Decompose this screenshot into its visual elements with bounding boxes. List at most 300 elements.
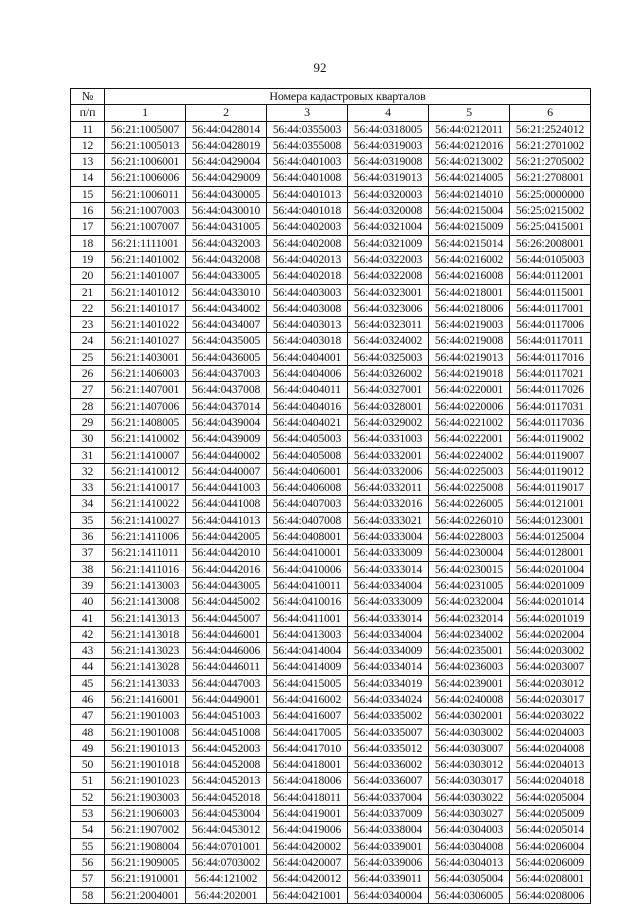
cadastral-number-cell: 56:44:0335007 — [348, 724, 429, 740]
table-row — [71, 626, 591, 642]
cadastral-number-cell: 56:44:0304013 — [429, 854, 510, 870]
cadastral-number-cell: 56:44:0355003 — [267, 121, 348, 137]
row-number-cell: 36 — [71, 529, 105, 545]
column-header: 2 — [186, 105, 267, 121]
cadastral-number-cell: 56:21:1413018 — [105, 626, 186, 642]
table-body — [71, 121, 591, 903]
row-number-cell: 11 — [71, 121, 105, 137]
cadastral-number-cell: 56:44:0451008 — [186, 724, 267, 740]
cadastral-number-cell: 56:44:0303007 — [429, 740, 510, 756]
table-row — [71, 887, 591, 903]
cadastral-number-cell: 56:44:0337009 — [348, 806, 429, 822]
cadastral-number-cell: 56:44:0201014 — [510, 594, 591, 610]
cadastral-number-cell: 56:44:0117036 — [510, 414, 591, 430]
cadastral-number-cell: 56:44:0334004 — [348, 577, 429, 593]
cadastral-number-cell: 56:44:0332001 — [348, 447, 429, 463]
cadastral-number-cell: 56:21:1411016 — [105, 561, 186, 577]
cadastral-number-cell: 56:44:0117006 — [510, 317, 591, 333]
table-row — [71, 382, 591, 398]
cadastral-number-cell: 56:44:0240008 — [429, 691, 510, 707]
cadastral-number-cell: 56:44:0322003 — [348, 251, 429, 267]
cadastral-number-cell: 56:44:0204008 — [510, 740, 591, 756]
table-row — [71, 871, 591, 887]
cadastral-number-cell: 56:44:0121001 — [510, 496, 591, 512]
cadastral-number-cell: 56:44:0321009 — [348, 235, 429, 251]
cadastral-number-cell: 56:44:0406008 — [267, 480, 348, 496]
row-number-cell: 25 — [71, 349, 105, 365]
cadastral-number-cell: 56:21:1413008 — [105, 594, 186, 610]
cadastral-number-cell: 56:44:0452003 — [186, 740, 267, 756]
cadastral-number-cell: 56:44:0321004 — [348, 219, 429, 235]
cadastral-number-cell: 56:44:0437003 — [186, 366, 267, 382]
row-number-cell: 45 — [71, 675, 105, 691]
cadastral-number-cell: 56:44:0703002 — [186, 854, 267, 870]
cadastral-number-cell: 56:21:1401022 — [105, 317, 186, 333]
cadastral-number-cell: 56:44:0333021 — [348, 512, 429, 528]
cadastral-number-cell: 56:44:0445002 — [186, 594, 267, 610]
cadastral-number-cell: 56:44:0441008 — [186, 496, 267, 512]
cadastral-number-cell: 56:44:0447003 — [186, 675, 267, 691]
cadastral-number-cell: 56:44:0319008 — [348, 154, 429, 170]
cadastral-number-cell: 56:44:0204013 — [510, 757, 591, 773]
cadastral-number-cell: 56:44:0117031 — [510, 398, 591, 414]
row-number-cell: 31 — [71, 447, 105, 463]
cadastral-number-cell: 56:44:0302001 — [429, 708, 510, 724]
table-row — [71, 219, 591, 235]
row-number-cell: 56 — [71, 854, 105, 870]
cadastral-number-cell: 56:44:0306005 — [429, 887, 510, 903]
cadastral-number-cell: 56:44:0453004 — [186, 806, 267, 822]
cadastral-number-cell: 56:21:1909005 — [105, 854, 186, 870]
cadastral-number-cell: 56:44:0328001 — [348, 398, 429, 414]
table-row — [71, 773, 591, 789]
cadastral-number-cell: 56:44:0401018 — [267, 203, 348, 219]
table-row — [71, 170, 591, 186]
cadastral-number-cell: 56:44:0219008 — [429, 333, 510, 349]
cadastral-number-cell: 56:44:0333009 — [348, 545, 429, 561]
cadastral-number-cell: 56:21:1901013 — [105, 740, 186, 756]
cadastral-number-cell: 56:44:0401003 — [267, 154, 348, 170]
cadastral-number-cell: 56:44:0452013 — [186, 773, 267, 789]
cadastral-number-cell: 56:44:0419006 — [267, 822, 348, 838]
cadastral-quarters-table — [70, 88, 591, 904]
cadastral-number-cell: 56:44:0405008 — [267, 447, 348, 463]
cadastral-number-cell: 56:44:0331003 — [348, 431, 429, 447]
table-row — [71, 545, 591, 561]
cadastral-number-cell: 56:44:0117026 — [510, 382, 591, 398]
cadastral-number-cell: 56:44:0201009 — [510, 577, 591, 593]
cadastral-number-cell: 56:44:0336007 — [348, 773, 429, 789]
table-row — [71, 268, 591, 284]
cadastral-number-cell: 56:21:1901003 — [105, 708, 186, 724]
cadastral-number-cell: 56:44:0303027 — [429, 806, 510, 822]
cadastral-number-cell: 56:21:1411011 — [105, 545, 186, 561]
row-number-cell: 30 — [71, 431, 105, 447]
cadastral-number-cell: 56:44:0445007 — [186, 610, 267, 626]
table-row — [71, 529, 591, 545]
cadastral-number-cell: 56:44:0325003 — [348, 349, 429, 365]
cadastral-number-cell: 56:21:1006001 — [105, 154, 186, 170]
row-number-cell: 40 — [71, 594, 105, 610]
cadastral-number-cell: 56:44:0402008 — [267, 235, 348, 251]
cadastral-number-cell: 56:44:0407008 — [267, 512, 348, 528]
cadastral-number-cell: 56:44:0414004 — [267, 643, 348, 659]
cadastral-number-cell: 56:44:0305004 — [429, 871, 510, 887]
cadastral-number-cell: 56:44:0332006 — [348, 463, 429, 479]
cadastral-number-cell: 56:44:0410016 — [267, 594, 348, 610]
cadastral-number-cell: 56:44:0433005 — [186, 268, 267, 284]
table-row — [71, 740, 591, 756]
cadastral-number-cell: 56:21:1401027 — [105, 333, 186, 349]
cadastral-number-cell: 56:21:1901023 — [105, 773, 186, 789]
cadastral-number-cell: 56:44:0119007 — [510, 447, 591, 463]
cadastral-number-cell: 56:44:0304008 — [429, 838, 510, 854]
cadastral-number-cell: 56:44:0117011 — [510, 333, 591, 349]
table-row — [71, 594, 591, 610]
row-number-cell: 53 — [71, 806, 105, 822]
cadastral-number-cell: 56:44:0334014 — [348, 659, 429, 675]
cadastral-table-container — [70, 88, 591, 904]
cadastral-number-cell: 56:44:0201004 — [510, 561, 591, 577]
cadastral-number-cell: 56:21:1401017 — [105, 300, 186, 316]
cadastral-number-cell: 56:44:0410011 — [267, 577, 348, 593]
cadastral-number-cell: 56:44:0323011 — [348, 317, 429, 333]
cadastral-number-cell: 56:44:0451003 — [186, 708, 267, 724]
cadastral-number-cell: 56:44:0119017 — [510, 480, 591, 496]
cadastral-number-cell: 56:21:1908004 — [105, 838, 186, 854]
number-column-header-top: № — [71, 89, 105, 105]
row-number-cell: 14 — [71, 170, 105, 186]
cadastral-number-cell: 56:21:1403001 — [105, 349, 186, 365]
cadastral-number-cell: 56:44:0442010 — [186, 545, 267, 561]
cadastral-number-cell: 56:44:0319013 — [348, 170, 429, 186]
table-row — [71, 186, 591, 202]
row-number-cell: 13 — [71, 154, 105, 170]
row-number-cell: 16 — [71, 203, 105, 219]
cadastral-number-cell: 56:44:0326002 — [348, 366, 429, 382]
cadastral-number-cell: 56:44:0446006 — [186, 643, 267, 659]
cadastral-number-cell: 56:44:0434007 — [186, 317, 267, 333]
row-number-cell: 33 — [71, 480, 105, 496]
cadastral-number-cell: 56:44:0203007 — [510, 659, 591, 675]
cadastral-number-cell: 56:44:0220001 — [429, 382, 510, 398]
cadastral-number-cell: 56:44:0333014 — [348, 610, 429, 626]
cadastral-number-cell: 56:44:0439009 — [186, 431, 267, 447]
cadastral-number-cell: 56:21:2701002 — [510, 137, 591, 153]
cadastral-number-cell: 56:44:0112001 — [510, 268, 591, 284]
cadastral-number-cell: 56:44:202001 — [186, 887, 267, 903]
cadastral-number-cell: 56:25:0215002 — [510, 203, 591, 219]
cadastral-number-cell: 56:44:0335002 — [348, 708, 429, 724]
cadastral-number-cell: 56:21:1401012 — [105, 284, 186, 300]
column-header: 1 — [105, 105, 186, 121]
cadastral-number-cell: 56:44:0220006 — [429, 398, 510, 414]
cadastral-number-cell: 56:44:0323001 — [348, 284, 429, 300]
cadastral-number-cell: 56:44:0402003 — [267, 219, 348, 235]
table-row — [71, 806, 591, 822]
cadastral-number-cell: 56:44:0410001 — [267, 545, 348, 561]
cadastral-number-cell: 56:44:0452008 — [186, 757, 267, 773]
cadastral-number-cell: 56:21:1111001 — [105, 235, 186, 251]
cadastral-number-cell: 56:44:0420007 — [267, 854, 348, 870]
table-row — [71, 300, 591, 316]
cadastral-number-cell: 56:44:0235001 — [429, 643, 510, 659]
cadastral-number-cell: 56:44:0418006 — [267, 773, 348, 789]
cadastral-number-cell: 56:21:1416001 — [105, 691, 186, 707]
cadastral-number-cell: 56:44:0436005 — [186, 349, 267, 365]
cadastral-number-cell: 56:21:1410027 — [105, 512, 186, 528]
row-number-cell: 24 — [71, 333, 105, 349]
cadastral-number-cell: 56:44:0204003 — [510, 724, 591, 740]
cadastral-number-cell: 56:44:0117016 — [510, 349, 591, 365]
table-row — [71, 203, 591, 219]
cadastral-number-cell: 56:44:0119012 — [510, 463, 591, 479]
row-number-cell: 34 — [71, 496, 105, 512]
cadastral-number-cell: 56:44:0232014 — [429, 610, 510, 626]
cadastral-number-cell: 56:44:0212011 — [429, 121, 510, 137]
cadastral-number-cell: 56:44:0203012 — [510, 675, 591, 691]
cadastral-number-cell: 56:21:1411006 — [105, 529, 186, 545]
table-row — [71, 414, 591, 430]
column-header: 5 — [429, 105, 510, 121]
table-row — [71, 822, 591, 838]
cadastral-number-cell: 56:44:0231005 — [429, 577, 510, 593]
cadastral-number-cell: 56:44:0435005 — [186, 333, 267, 349]
cadastral-number-cell: 56:44:0701001 — [186, 838, 267, 854]
cadastral-number-cell: 56:21:1903003 — [105, 789, 186, 805]
cadastral-number-cell: 56:44:0117021 — [510, 366, 591, 382]
cadastral-number-cell: 56:44:0203022 — [510, 708, 591, 724]
cadastral-number-cell: 56:44:0439004 — [186, 414, 267, 430]
cadastral-number-cell: 56:44:0226010 — [429, 512, 510, 528]
row-number-cell: 35 — [71, 512, 105, 528]
row-number-cell: 43 — [71, 643, 105, 659]
cadastral-number-cell: 56:21:1410012 — [105, 463, 186, 479]
cadastral-number-cell: 56:44:0446001 — [186, 626, 267, 642]
cadastral-number-cell: 56:44:0320003 — [348, 186, 429, 202]
cadastral-number-cell: 56:44:0416007 — [267, 708, 348, 724]
cadastral-number-cell: 56:44:0413003 — [267, 626, 348, 642]
cadastral-number-cell: 56:44:0219018 — [429, 366, 510, 382]
row-number-cell: 21 — [71, 284, 105, 300]
cadastral-number-cell: 56:44:0332011 — [348, 480, 429, 496]
table-row — [71, 154, 591, 170]
cadastral-number-cell: 56:44:0339011 — [348, 871, 429, 887]
cadastral-number-cell: 56:44:0404011 — [267, 382, 348, 398]
table-row — [71, 480, 591, 496]
cadastral-number-cell: 56:44:0452018 — [186, 789, 267, 805]
cadastral-number-cell: 56:44:0206009 — [510, 854, 591, 870]
cadastral-number-cell: 56:44:0404021 — [267, 414, 348, 430]
cadastral-number-cell: 56:21:1413033 — [105, 675, 186, 691]
cadastral-number-cell: 56:21:1007003 — [105, 203, 186, 219]
row-number-cell: 46 — [71, 691, 105, 707]
cadastral-number-cell: 56:21:1413023 — [105, 643, 186, 659]
cadastral-number-cell: 56:44:0303002 — [429, 724, 510, 740]
cadastral-number-cell: 56:44:0319003 — [348, 137, 429, 153]
table-row — [71, 431, 591, 447]
cadastral-number-cell: 56:44:0433010 — [186, 284, 267, 300]
cadastral-number-cell: 56:44:0324002 — [348, 333, 429, 349]
cadastral-number-cell: 56:44:0407003 — [267, 496, 348, 512]
cadastral-number-cell: 56:21:1006011 — [105, 186, 186, 202]
cadastral-number-cell: 56:44:0420012 — [267, 871, 348, 887]
row-number-cell: 32 — [71, 463, 105, 479]
cadastral-number-cell: 56:44:0213002 — [429, 154, 510, 170]
cadastral-number-cell: 56:44:0403013 — [267, 317, 348, 333]
row-number-cell: 50 — [71, 757, 105, 773]
row-number-cell: 39 — [71, 577, 105, 593]
cadastral-number-cell: 56:44:0334024 — [348, 691, 429, 707]
cadastral-number-cell: 56:44:0431005 — [186, 219, 267, 235]
cadastral-number-cell: 56:21:1901018 — [105, 757, 186, 773]
cadastral-number-cell: 56:44:0403018 — [267, 333, 348, 349]
cadastral-number-cell: 56:44:0225008 — [429, 480, 510, 496]
cadastral-number-cell: 56:44:0434002 — [186, 300, 267, 316]
cadastral-number-cell: 56:44:0334009 — [348, 643, 429, 659]
table-row — [71, 251, 591, 267]
table-row — [71, 691, 591, 707]
cadastral-number-cell: 56:44:0205004 — [510, 789, 591, 805]
cadastral-number-cell: 56:21:2705002 — [510, 154, 591, 170]
cadastral-number-cell: 56:21:1410007 — [105, 447, 186, 463]
cadastral-number-cell: 56:21:1406003 — [105, 366, 186, 382]
cadastral-number-cell: 56:44:0333004 — [348, 529, 429, 545]
cadastral-number-cell: 56:21:1910001 — [105, 871, 186, 887]
table-row — [71, 577, 591, 593]
cadastral-number-cell: 56:21:1413013 — [105, 610, 186, 626]
cadastral-number-cell: 56:44:0428014 — [186, 121, 267, 137]
cadastral-number-cell: 56:44:0416002 — [267, 691, 348, 707]
cadastral-number-cell: 56:44:0453012 — [186, 822, 267, 838]
row-number-cell: 12 — [71, 137, 105, 153]
cadastral-number-cell: 56:44:0403003 — [267, 284, 348, 300]
cadastral-number-cell: 56:21:1408005 — [105, 414, 186, 430]
row-number-cell: 26 — [71, 366, 105, 382]
cadastral-number-cell: 56:44:0214005 — [429, 170, 510, 186]
row-number-cell: 28 — [71, 398, 105, 414]
cadastral-number-cell: 56:44:0117001 — [510, 300, 591, 316]
table-row — [71, 643, 591, 659]
cadastral-number-cell: 56:44:0206004 — [510, 838, 591, 854]
cadastral-number-cell: 56:44:0304003 — [429, 822, 510, 838]
cadastral-number-cell: 56:44:0334019 — [348, 675, 429, 691]
cadastral-number-cell: 56:44:0414009 — [267, 659, 348, 675]
cadastral-number-cell: 56:44:121002 — [186, 871, 267, 887]
cadastral-number-cell: 56:44:0441003 — [186, 480, 267, 496]
table-row — [71, 349, 591, 365]
cadastral-number-cell: 56:44:0123001 — [510, 512, 591, 528]
cadastral-number-cell: 56:44:0404006 — [267, 366, 348, 382]
cadastral-number-cell: 56:44:0236003 — [429, 659, 510, 675]
cadastral-number-cell: 56:44:0225003 — [429, 463, 510, 479]
cadastral-number-cell: 56:44:0402018 — [267, 268, 348, 284]
cadastral-number-cell: 56:44:0441013 — [186, 512, 267, 528]
cadastral-number-cell: 56:44:0443005 — [186, 577, 267, 593]
table-row — [71, 757, 591, 773]
row-number-cell: 44 — [71, 659, 105, 675]
cadastral-number-cell: 56:21:1410002 — [105, 431, 186, 447]
cadastral-number-cell: 56:44:0214010 — [429, 186, 510, 202]
cadastral-number-cell: 56:21:1907002 — [105, 822, 186, 838]
cadastral-number-cell: 56:44:0203002 — [510, 643, 591, 659]
cadastral-number-cell: 56:44:0338004 — [348, 822, 429, 838]
table-row — [71, 854, 591, 870]
cadastral-number-cell: 56:44:0234002 — [429, 626, 510, 642]
cadastral-number-cell: 56:44:0340004 — [348, 887, 429, 903]
cadastral-number-cell: 56:44:0218001 — [429, 284, 510, 300]
cadastral-number-cell: 56:44:0303012 — [429, 757, 510, 773]
cadastral-number-cell: 56:21:1410017 — [105, 480, 186, 496]
cadastral-number-cell: 56:44:0442005 — [186, 529, 267, 545]
cadastral-number-cell: 56:21:1005007 — [105, 121, 186, 137]
cadastral-number-cell: 56:44:0432003 — [186, 235, 267, 251]
cadastral-number-cell: 56:44:0440002 — [186, 447, 267, 463]
cadastral-number-cell: 56:21:1401007 — [105, 268, 186, 284]
cadastral-number-cell: 56:44:0402013 — [267, 251, 348, 267]
cadastral-number-cell: 56:44:0430005 — [186, 186, 267, 202]
row-number-cell: 17 — [71, 219, 105, 235]
row-number-cell: 49 — [71, 740, 105, 756]
cadastral-number-cell: 56:44:0417005 — [267, 724, 348, 740]
cadastral-number-cell: 56:21:1901008 — [105, 724, 186, 740]
cadastral-number-cell: 56:44:0224002 — [429, 447, 510, 463]
cadastral-number-cell: 56:44:0401013 — [267, 186, 348, 202]
table-row — [71, 447, 591, 463]
header-row-columns — [71, 105, 591, 121]
cadastral-number-cell: 56:44:0119002 — [510, 431, 591, 447]
cadastral-number-cell: 56:44:0219013 — [429, 349, 510, 365]
cadastral-number-cell: 56:44:0442016 — [186, 561, 267, 577]
cadastral-number-cell: 56:44:0420002 — [267, 838, 348, 854]
cadastral-number-cell: 56:44:0339006 — [348, 854, 429, 870]
table-row — [71, 496, 591, 512]
table-row — [71, 235, 591, 251]
cadastral-number-cell: 56:44:0201019 — [510, 610, 591, 626]
cadastral-number-cell: 56:44:0216008 — [429, 268, 510, 284]
cadastral-number-cell: 56:44:0403008 — [267, 300, 348, 316]
cadastral-number-cell: 56:44:0437008 — [186, 382, 267, 398]
cadastral-number-cell: 56:44:0205014 — [510, 822, 591, 838]
row-number-cell: 19 — [71, 251, 105, 267]
table-row — [71, 333, 591, 349]
cadastral-number-cell: 56:44:0415005 — [267, 675, 348, 691]
cadastral-number-cell: 56:44:0429004 — [186, 154, 267, 170]
number-column-header-bottom: п/п — [71, 105, 105, 121]
cadastral-number-cell: 56:21:1906003 — [105, 806, 186, 822]
cadastral-number-cell: 56:44:0205009 — [510, 806, 591, 822]
table-row — [71, 398, 591, 414]
cadastral-number-cell: 56:44:0215004 — [429, 203, 510, 219]
table-row — [71, 284, 591, 300]
cadastral-number-cell: 56:44:0226005 — [429, 496, 510, 512]
table-header — [71, 89, 591, 122]
table-row — [71, 317, 591, 333]
cadastral-number-cell: 56:44:0222001 — [429, 431, 510, 447]
table-row — [71, 708, 591, 724]
cadastral-number-cell: 56:21:1410022 — [105, 496, 186, 512]
cadastral-number-cell: 56:26:2008001 — [510, 235, 591, 251]
cadastral-number-cell: 56:44:0327001 — [348, 382, 429, 398]
cadastral-number-cell: 56:21:1407001 — [105, 382, 186, 398]
cadastral-number-cell: 56:44:0428019 — [186, 137, 267, 153]
cadastral-number-cell: 56:44:0404016 — [267, 398, 348, 414]
cadastral-number-cell: 56:44:0318005 — [348, 121, 429, 137]
cadastral-number-cell: 56:21:2004001 — [105, 887, 186, 903]
row-number-cell: 57 — [71, 871, 105, 887]
cadastral-number-cell: 56:44:0429009 — [186, 170, 267, 186]
cadastral-number-cell: 56:44:0202004 — [510, 626, 591, 642]
